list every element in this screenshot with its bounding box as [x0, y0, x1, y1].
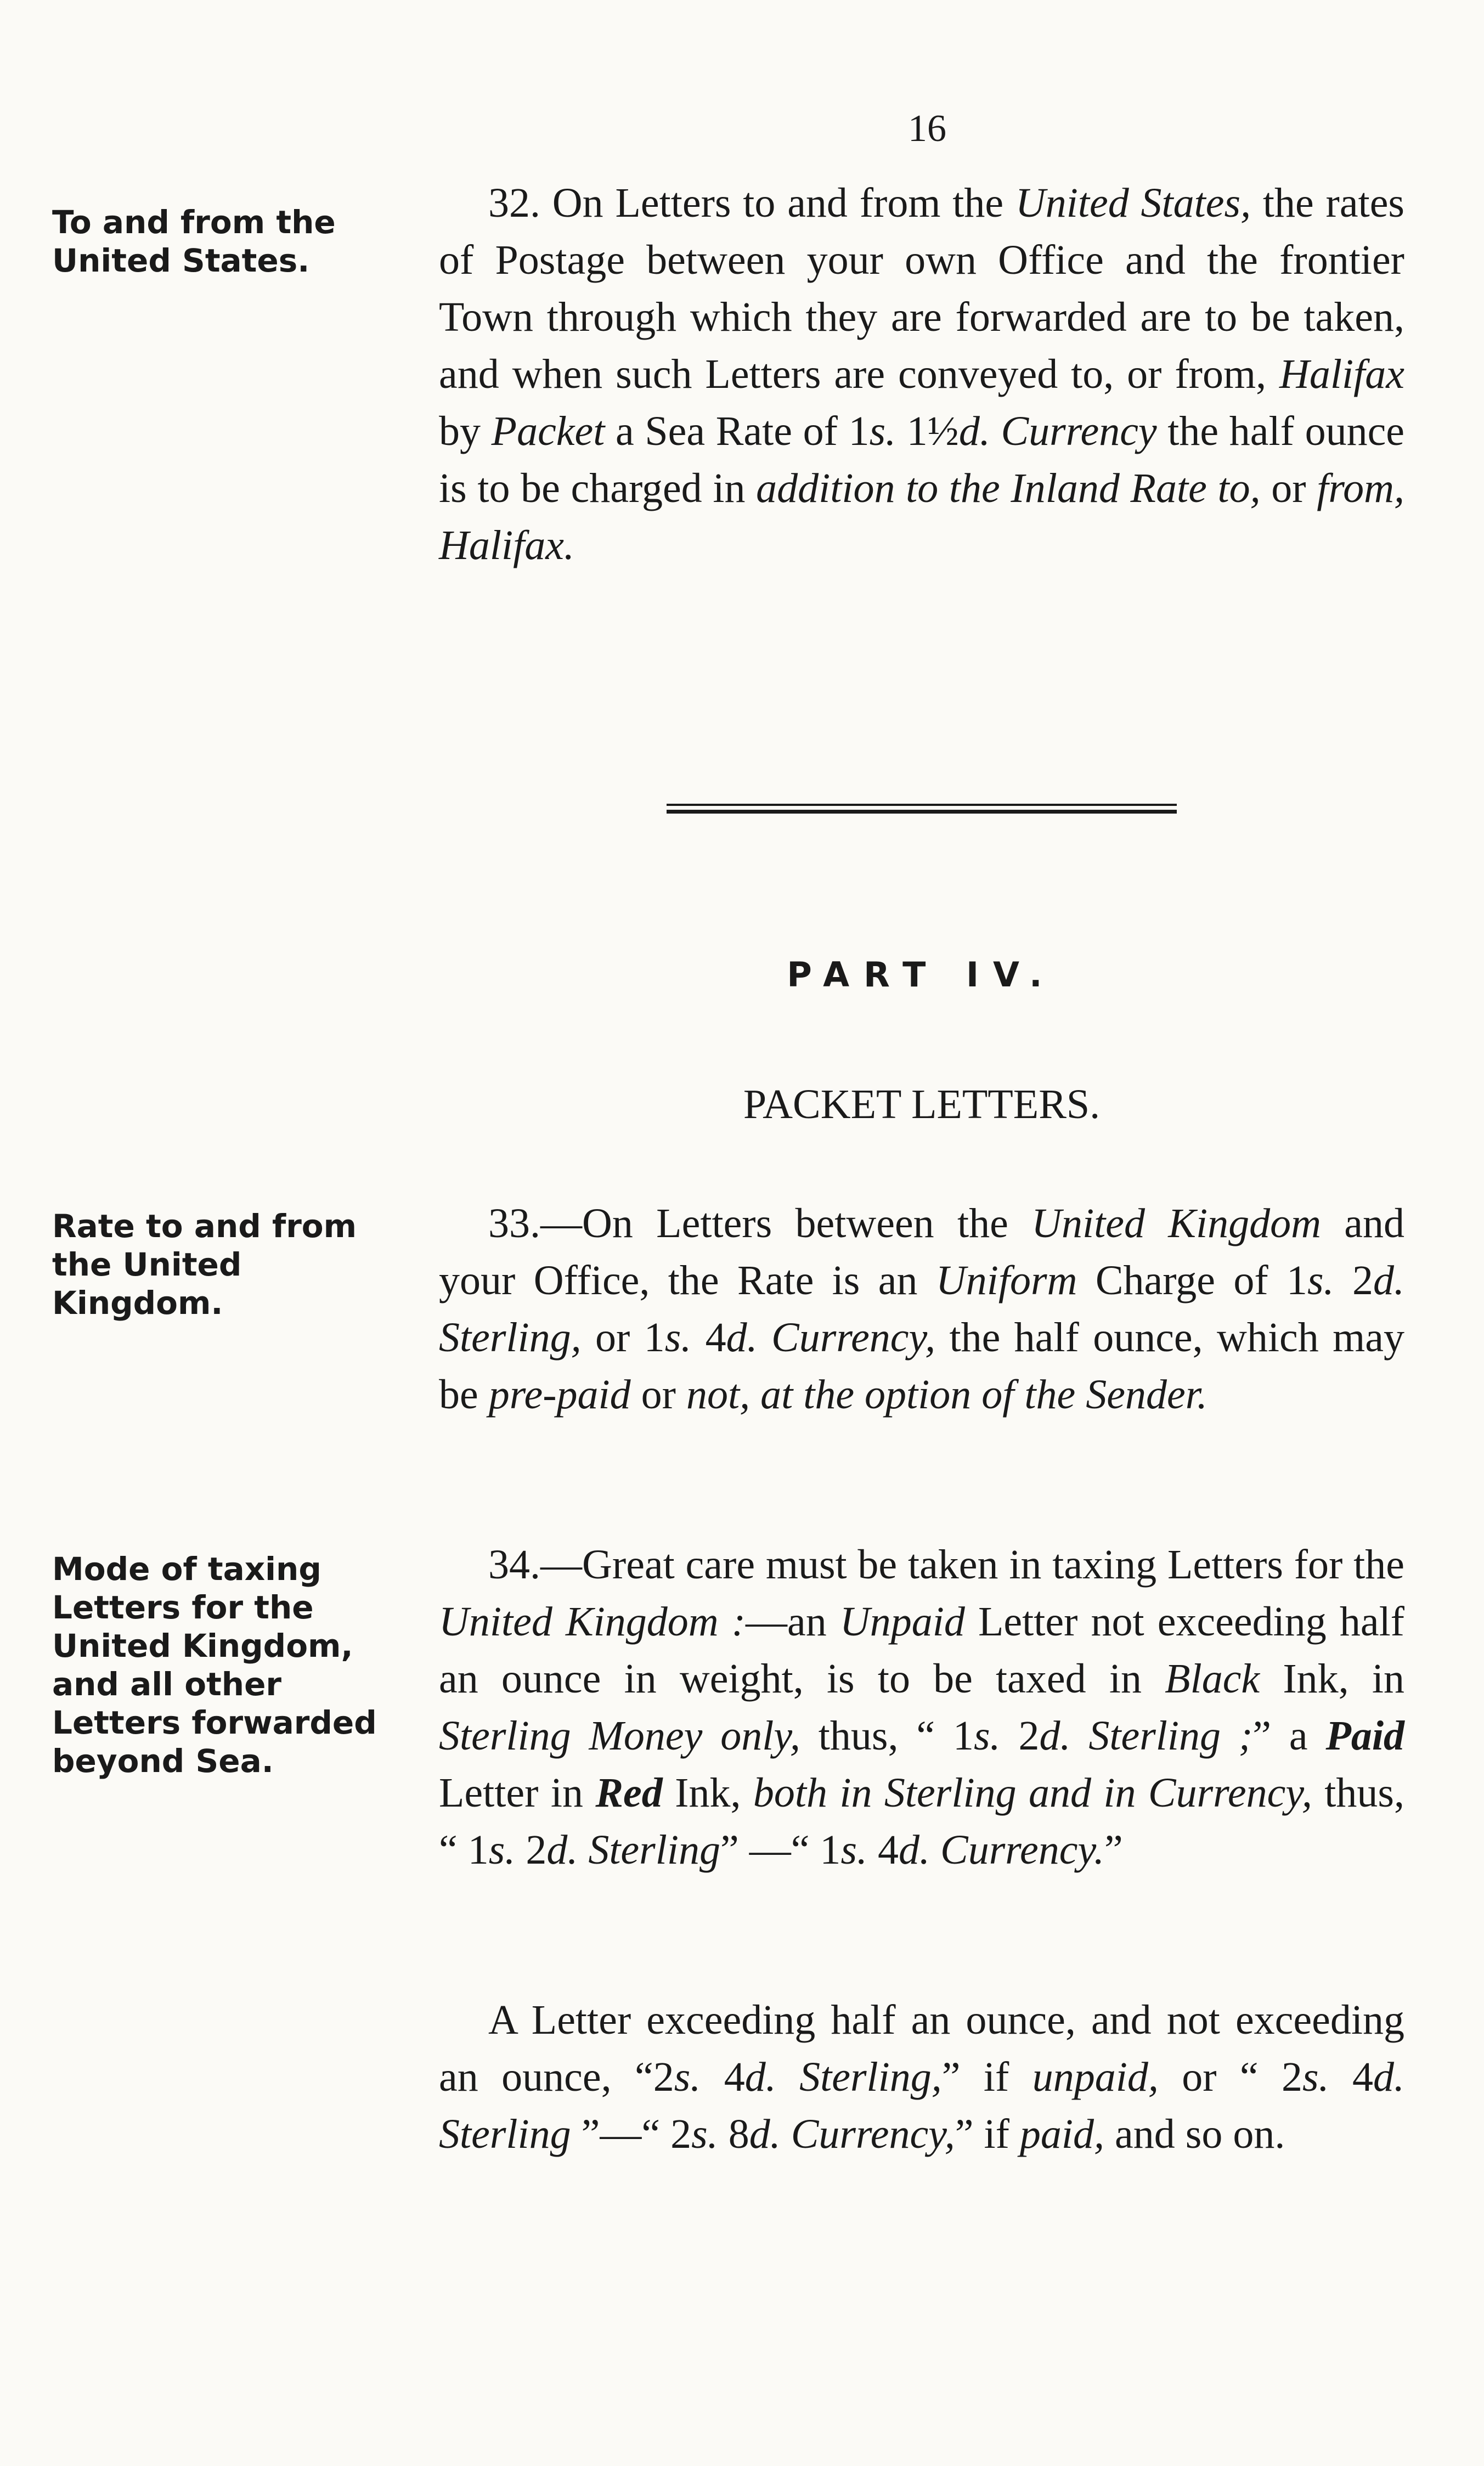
section-divider-rule [667, 804, 1177, 814]
section-heading: PACKET LETTERS. [743, 1081, 1101, 1127]
margin-note-mode-of-taxing: Mode of taxing Letters for the United Kingdom, and all other Letters forwarded beyond Sea. [52, 1550, 377, 1780]
paragraph-32: 32. On Letters to and from the United States, the rates of Postage between your own Office and the frontier Town through which they are forwarded are to be taken, and when such Letters are conveyed to, or from, Halifax by Packet a Sea Rate of 1s. 1½d. Currency the half ounce is to be charged in addition to the Inland Rate to, or from, Halifax. [439, 180, 1405, 568]
margin-note-united-kingdom-rate: Rate to and from the United Kingdom. [52, 1207, 357, 1322]
page-number: 16 [908, 108, 946, 150]
paragraph-35: A Letter exceeding half an ounce, and not exceeding an ounce, “2s. 4d. Sterling,” if unpaid, or “ 2s. 4d. Sterling ”—“ 2s. 8d. Currency,” if paid, and so on. [439, 1997, 1405, 2157]
margin-note-united-states: To and from the United States. [52, 204, 336, 279]
part-heading: PART IV. [787, 955, 1057, 995]
paragraph-34: 34.—Great care must be taken in taxing Letters for the United Kingdom :—an Unpaid Letter not exceeding half an ounce in weight, is to be taxed in Black Ink, in Sterling Money only, thus, “ 1s. 2d. Sterling ;” a Paid Letter in Red Ink, both in Sterling and in Currency, thus, “ 1s. 2d. Sterling” —“ 1s. 4d. Currency.” [439, 1542, 1404, 1873]
paragraph-33: 33.—On Letters between the United Kingdom and your Office, the Rate is an Uniform Charge of 1s. 2d. Sterling, or 1s. 4d. Currency, the half ounce, which may be pre-paid or not, at the option of the Sender. [439, 1200, 1405, 1418]
